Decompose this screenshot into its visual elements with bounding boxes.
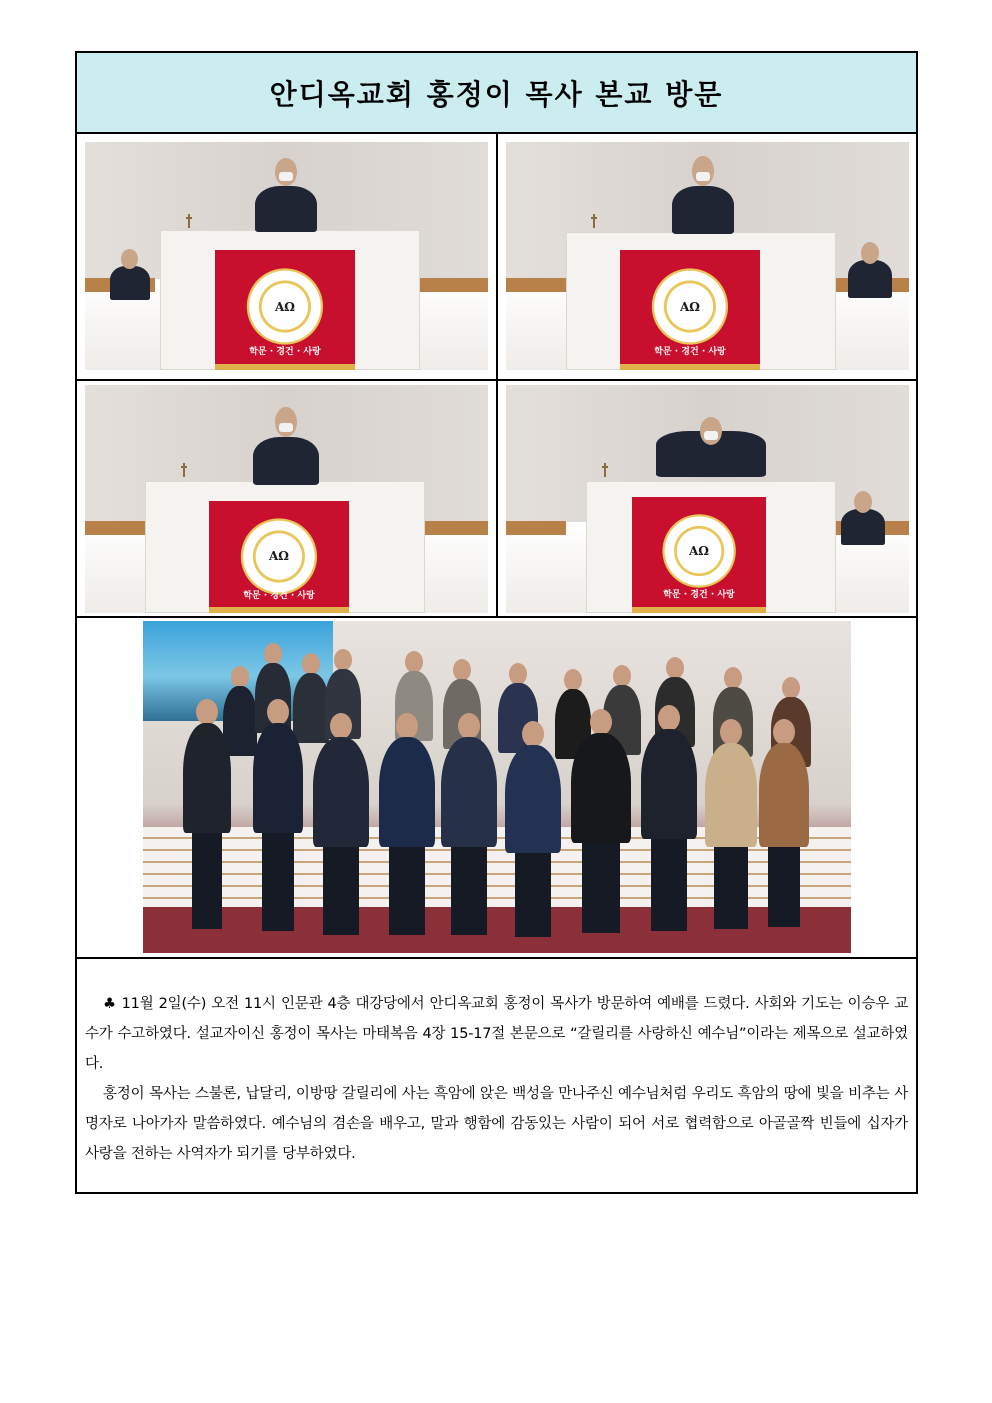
- banner-motto: 학문 · 경건 · 사랑: [243, 590, 315, 601]
- banner-motto: 학문 · 경건 · 사랑: [654, 347, 726, 358]
- grid-divider-vertical: [496, 134, 498, 618]
- title-box: [77, 53, 916, 134]
- photo-sermon-1: [85, 142, 488, 370]
- university-banner: [209, 501, 349, 613]
- university-banner: [620, 250, 760, 370]
- banner-motto: 학문 · 경건 · 사랑: [249, 347, 321, 358]
- university-seal-icon: AΩ: [660, 512, 738, 590]
- article-body: [85, 989, 908, 1169]
- grid-divider-row3: [77, 957, 916, 959]
- banner-motto: 학문 · 경건 · 사랑: [663, 590, 735, 601]
- page-title: 안디옥교회 홍정이 목사 본교 방문: [269, 77, 724, 111]
- university-seal-icon: AΩ: [238, 516, 319, 597]
- photo-sermon-2: [506, 142, 909, 370]
- photo-sermon-4: [506, 385, 909, 613]
- grid-divider-row2: [77, 616, 916, 618]
- university-banner: [632, 497, 766, 613]
- university-banner: [215, 250, 355, 370]
- article-frame: [75, 51, 918, 1194]
- grid-divider-row1: [77, 379, 916, 381]
- club-bullet-icon: ♣: [103, 996, 117, 1012]
- photo-sermon-3: [85, 385, 488, 613]
- paragraph-2: 홍정이 목사는 스불론, 납달리, 이방땅 갈릴리에 사는 흑암에 앉은 백성을 만나주신 예수님처럼 우리도 흑암의 땅에 빛을 비추는 사명자로 나아가자 말씀하였다. 예수님의 겸손을 배우고, 말과 행함에 감동있는 사람이 되어 서로 협력함으로 아골골짝 빈들에 십자가 사랑을 전하는 사역자가 되기를 당부하였다.: [85, 1086, 908, 1162]
- photo-group: [143, 621, 851, 953]
- paragraph-1: ♣ 11월 2일(수) 오전 11시 인문관 4층 대강당에서 안디옥교회 홍정이 목사가 방문하여 예배를 드렸다. 사회와 기도는 이승우 교수가 수고하였다. 설교자이신 홍정이 목사는 마태복음 4장 15-17절 본문으로 “갈릴리를 사랑하신 예수님”이라는 제목으로 설교하였다.: [85, 996, 909, 1072]
- university-seal-icon: AΩ: [244, 266, 325, 347]
- university-seal-icon: AΩ: [649, 266, 730, 347]
